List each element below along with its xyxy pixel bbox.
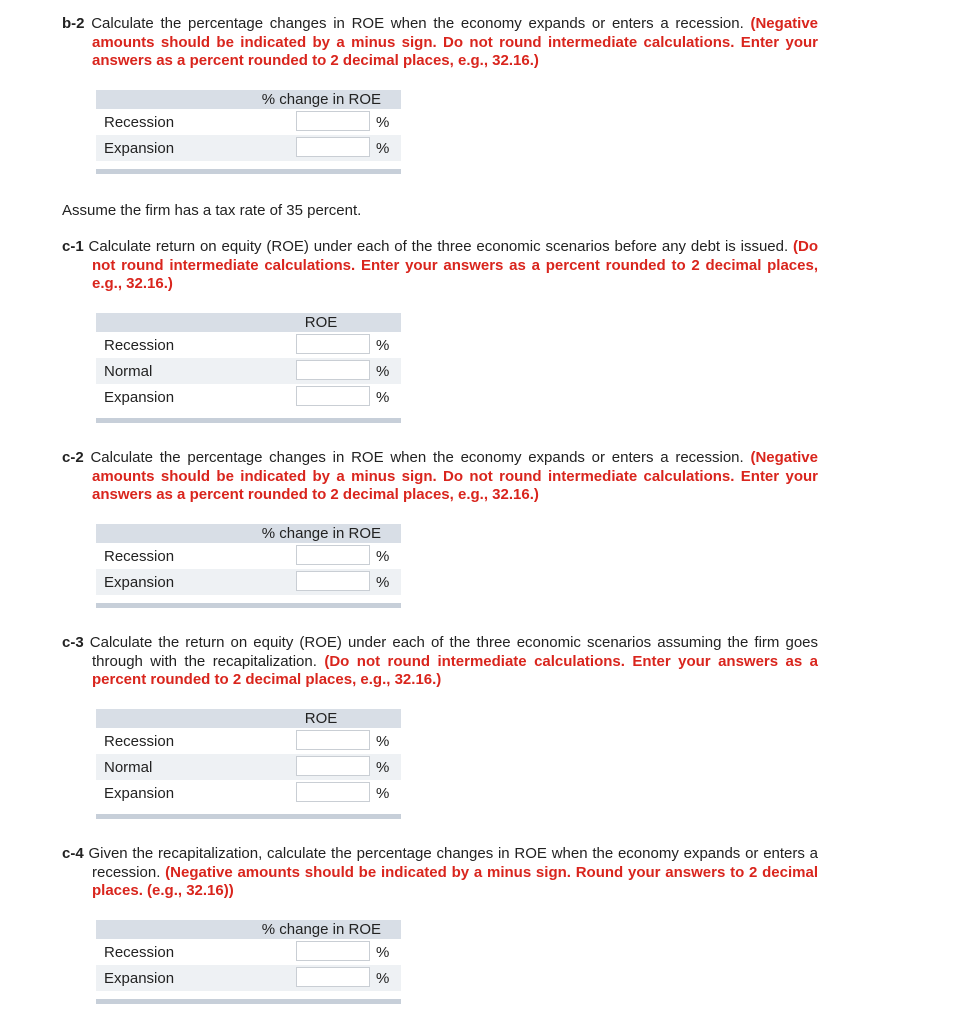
question-note: (Do not round intermediate calculations. Enter your answers as a percent rounded to 2 decimal places, e.g., 32.16.) [92,238,819,292]
row-label: Normal [104,363,153,380]
table-footer [96,603,401,608]
row-label: Expansion [104,389,175,406]
percent-unit: % [376,363,390,380]
table-header: % change in ROE [96,524,401,543]
question-c2 [62,449,818,505]
question-label: c-2 [62,449,84,466]
percent-unit: % [376,389,390,406]
expansion-input[interactable] [296,571,370,591]
question-note: (Negative amounts should be indicated by a minus sign. Do not round intermediate calculations. Enter your answers as a percent rounded to 2 decimal places, e.g., 32.16.) [92,449,818,503]
table-footer [96,814,401,819]
question-label: c-1 [62,238,84,255]
row-label: Expansion [104,574,175,591]
question-text: Calculate return on equity (ROE) under each of the three economic scenarios before any debt is issued. [88,238,789,255]
question-note: (Negative amounts should be indicated by a minus sign. Round your answers to 2 decimal places. (e.g., 32.16)) [92,863,818,899]
expansion-input[interactable] [296,782,370,802]
table-row [96,728,401,754]
normal-input[interactable] [296,360,370,380]
recession-input[interactable] [296,334,370,354]
recession-input[interactable] [296,545,370,565]
table-footer [96,999,401,1004]
row-label: Expansion [104,970,175,987]
question-text: Given the recapitalization, calculate the percentage changes in ROE when the economy expands or enters a recession. [88,845,818,881]
question-note: (Negative amounts should be indicated by a minus sign. Do not round intermediate calculations. Enter your answers as a percent rounded to 2 decimal places, e.g., 32.16.) [92,15,819,69]
table-row [96,780,401,806]
table-row [96,939,401,965]
percent-unit: % [376,114,390,131]
percent-unit: % [376,733,390,750]
percent-unit: % [376,785,390,802]
question-label: b-2 [62,15,85,32]
table-c2 [96,524,401,608]
assumption-text: Assume the firm has a tax rate of 35 percent. [62,202,362,219]
table-row [96,109,401,135]
question-b2 [62,15,818,71]
question-c1 [62,238,818,294]
percent-unit: % [376,574,390,591]
row-label: Expansion [104,140,175,157]
table-row [96,569,401,595]
row-label: Recession [104,548,175,565]
question-label: c-3 [62,634,84,651]
question-c4 [62,845,818,901]
expansion-input[interactable] [296,967,370,987]
percent-unit: % [376,970,390,987]
table-c4 [96,920,401,1004]
row-label: Recession [104,944,175,961]
question-c3 [62,634,818,690]
percent-unit: % [376,337,390,354]
table-b2 [96,90,401,174]
percent-unit: % [376,759,390,776]
table-row [96,965,401,991]
recession-input[interactable] [296,941,370,961]
table-row [96,543,401,569]
table-footer [96,169,401,174]
table-row [96,332,401,358]
table-row [96,135,401,161]
row-label: Normal [104,759,153,776]
percent-unit: % [376,944,390,961]
table-header: ROE [96,313,401,332]
table-header: ROE [96,709,401,728]
row-label: Recession [104,733,175,750]
table-row [96,384,401,410]
table-row [96,358,401,384]
table-row [96,754,401,780]
question-text: Calculate the percentage changes in ROE when the economy expands or enters a recession. [90,449,744,466]
table-footer [96,418,401,423]
recession-input[interactable] [296,730,370,750]
normal-input[interactable] [296,756,370,776]
expansion-input[interactable] [296,386,370,406]
question-note: (Do not round intermediate calculations. Enter your answers as a percent rounded to 2 decimal places, e.g., 32.16.) [92,652,818,688]
percent-unit: % [376,548,390,565]
question-text: Calculate the return on equity (ROE) under each of the three economic scenarios assuming the firm goes through with the recapitalization. [89,634,819,670]
row-label: Expansion [104,785,175,802]
recession-input[interactable] [296,111,370,131]
question-text: Calculate the percentage changes in ROE when the economy expands or enters a recession. [91,15,744,32]
table-c1 [96,313,401,423]
row-label: Recession [104,337,175,354]
table-c3 [96,709,401,819]
row-label: Recession [104,114,175,131]
question-label: c-4 [62,845,84,862]
table-header: % change in ROE [96,920,401,939]
table-header: % change in ROE [96,90,401,109]
expansion-input[interactable] [296,137,370,157]
percent-unit: % [376,140,390,157]
